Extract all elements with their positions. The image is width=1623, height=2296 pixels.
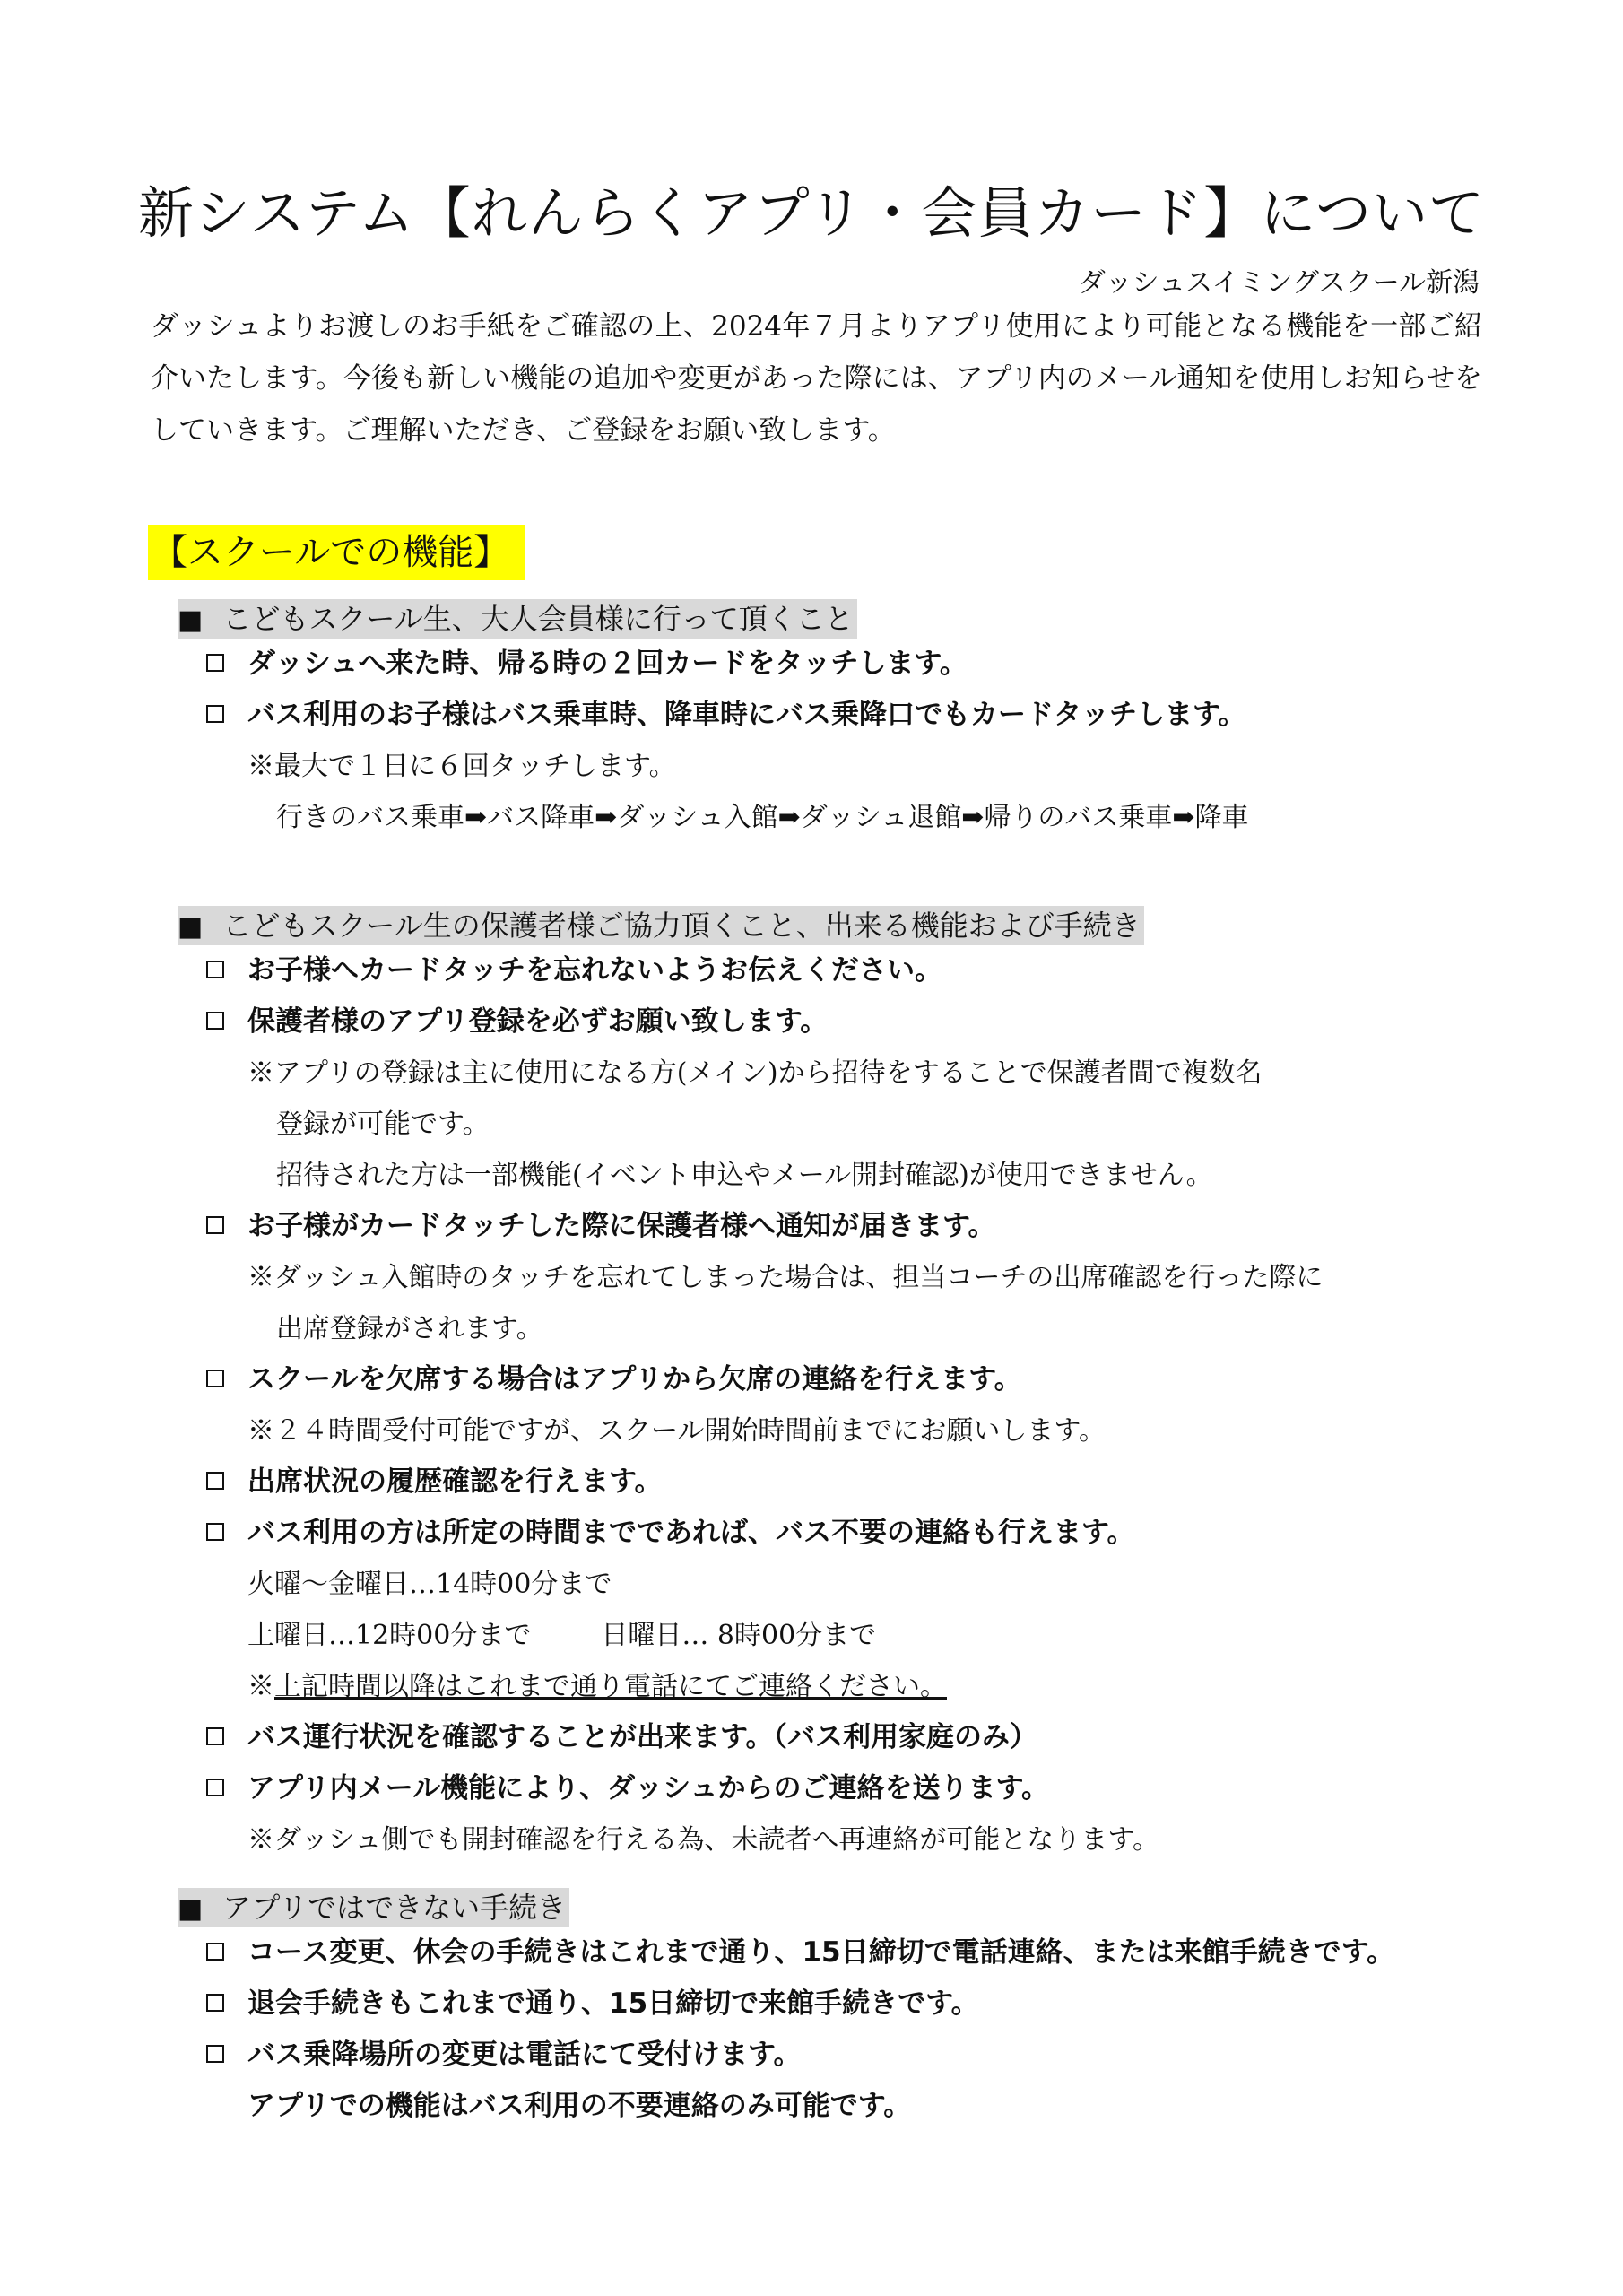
item-text: バス乗降場所の変更は電話にて受付けます。 [247, 2039, 802, 2071]
item-note: ※２４時間受付可能ですが、スクール開始時間前までにお願いします。 [247, 1415, 1106, 1447]
item-note: 行きのバス乗車➡バス降車➡ダッシュ入館➡ダッシュ退館➡帰りのバス乗車➡降車 [276, 802, 1249, 833]
item-note: ※ダッシュ入館時のタッチを忘れてしまった場合は、担当コーチの出席確認を行った際に [247, 1262, 1324, 1293]
checkbox-icon [206, 705, 224, 723]
group-heading [178, 599, 857, 639]
item-subline: アプリでの機能はバス利用の不要連絡のみ可能です。 [247, 2090, 912, 2122]
checkbox-icon [206, 1943, 224, 1961]
list-item [206, 1712, 1496, 1763]
checkbox-icon [206, 1994, 224, 2012]
checkbox-icon [206, 961, 224, 978]
list-item [206, 1201, 1496, 1354]
checkbox-icon [206, 1727, 224, 1745]
checkbox-icon [206, 1012, 224, 1030]
item-note: 招待された方は一部機能(イベント申込やメール開封確認)が使用できません。 [276, 1160, 1213, 1191]
page-title: 新システム【れんらくアプリ・会員カード】について [137, 180, 1486, 246]
underlined-note: 上記時間以降はこれまで通り電話にてご連絡ください。 [274, 1671, 947, 1702]
filled-square-icon: ■ [178, 604, 204, 636]
checkbox-icon [206, 654, 224, 672]
list-item [206, 1763, 1496, 1866]
filled-square-icon: ■ [178, 1893, 204, 1925]
list-item [206, 1927, 1496, 1979]
item-text: コース変更、休会の手続きはこれまで通り、15日締切で電話連絡、または来館手続きです。 [247, 1936, 1395, 1969]
item-text: バス利用の方は所定の時間までであれば、バス不要の連絡も行えます。 [247, 1517, 1135, 1549]
item-note: 出席登録がされます。 [276, 1313, 543, 1344]
item-note: 登録が可能です。 [276, 1109, 490, 1140]
filled-square-icon: ■ [178, 911, 204, 943]
item-note: ※最大で１日に６回タッチします。 [247, 751, 676, 782]
list-item [206, 2030, 1496, 2132]
item-note: 火曜～金曜日…14時00分まで [247, 1569, 612, 1600]
group-heading [178, 1888, 569, 1927]
organization-name: ダッシュスイミングスクール新潟 [1078, 267, 1480, 299]
item-text: お子様へカードタッチを忘れないようお伝えください。 [247, 954, 942, 987]
list-item [206, 945, 1496, 996]
item-text: バス利用のお子様はバス乗車時、降車時にバス乗降口でもカードタッチします。 [247, 699, 1246, 731]
checkbox-icon [206, 1472, 224, 1490]
item-text: お子様がカードタッチした際に保護者様へ通知が届きます。 [247, 1210, 996, 1242]
group-heading [178, 906, 1144, 945]
item-text: ダッシュへ来た時、帰る時の２回カードをタッチします。 [247, 648, 968, 680]
item-note [247, 1661, 1496, 1712]
list-item [206, 996, 1496, 1201]
item-text: アプリ内メール機能により、ダッシュからのご連絡を送ります。 [247, 1772, 1050, 1805]
list-item [206, 1508, 1496, 1712]
item-text: 出席状況の履歴確認を行えます。 [247, 1465, 663, 1498]
checkbox-icon [206, 2045, 224, 2063]
item-text: 退会手続きもこれまで通り、15日締切で来館手続きです。 [247, 1987, 979, 2020]
item-text: スクールを欠席する場合はアプリから欠席の連絡を行えます。 [247, 1363, 1022, 1396]
group-heading-text: アプリではできない手続き [222, 1891, 567, 1925]
note-mark: ※ [247, 1671, 274, 1702]
saturday-deadline: 土曜日…12時00分まで [247, 1620, 532, 1651]
item-note [247, 1610, 1496, 1661]
item-text: 保護者様のアプリ登録を必ずお願い致します。 [247, 1005, 829, 1038]
list-item [206, 639, 1496, 690]
group-guardians [178, 906, 1496, 1866]
checkbox-icon [206, 1779, 224, 1796]
section-title: 【スクールでの機能】 [148, 525, 525, 580]
sunday-deadline: 日曜日… 8時00分まで [601, 1620, 877, 1651]
checkbox-icon [206, 1523, 224, 1541]
item-note: ※ダッシュ側でも開封確認を行える為、未読者へ再連絡が可能となります。 [247, 1824, 1159, 1856]
checkbox-icon [206, 1216, 224, 1234]
group-heading-text: こどもスクール生の保護者様ご協力頂くこと、出来る機能および手続き [222, 909, 1141, 943]
group-unsupported-procedures [178, 1888, 1496, 2132]
list-item [206, 1354, 1496, 1457]
checkbox-icon [206, 1370, 224, 1387]
intro-paragraph: ダッシュよりお渡しのお手紙をご確認の上、2024年７月よりアプリ使用により可能となる機能を一部ご紹介いたします。今後も新しい機能の追加や変更があった際には、アプリ内のメール通知を使用しお知らせをしていきます。ご理解いただき、ご登録をお願い致します。 [151, 310, 1482, 447]
list-item [206, 1457, 1496, 1508]
list-item [206, 1979, 1496, 2030]
item-text: バス運行状況を確認することが出来ます。（バス利用家庭のみ） [247, 1721, 1038, 1753]
item-note: ※アプリの登録は主に使用になる方(メイン)から招待をすることで保護者間で複数名 [247, 1057, 1263, 1089]
group-heading-text: こどもスクール生、大人会員様に行って頂くこと [222, 602, 854, 636]
list-item [206, 690, 1496, 843]
group-students-adults [178, 599, 1496, 843]
